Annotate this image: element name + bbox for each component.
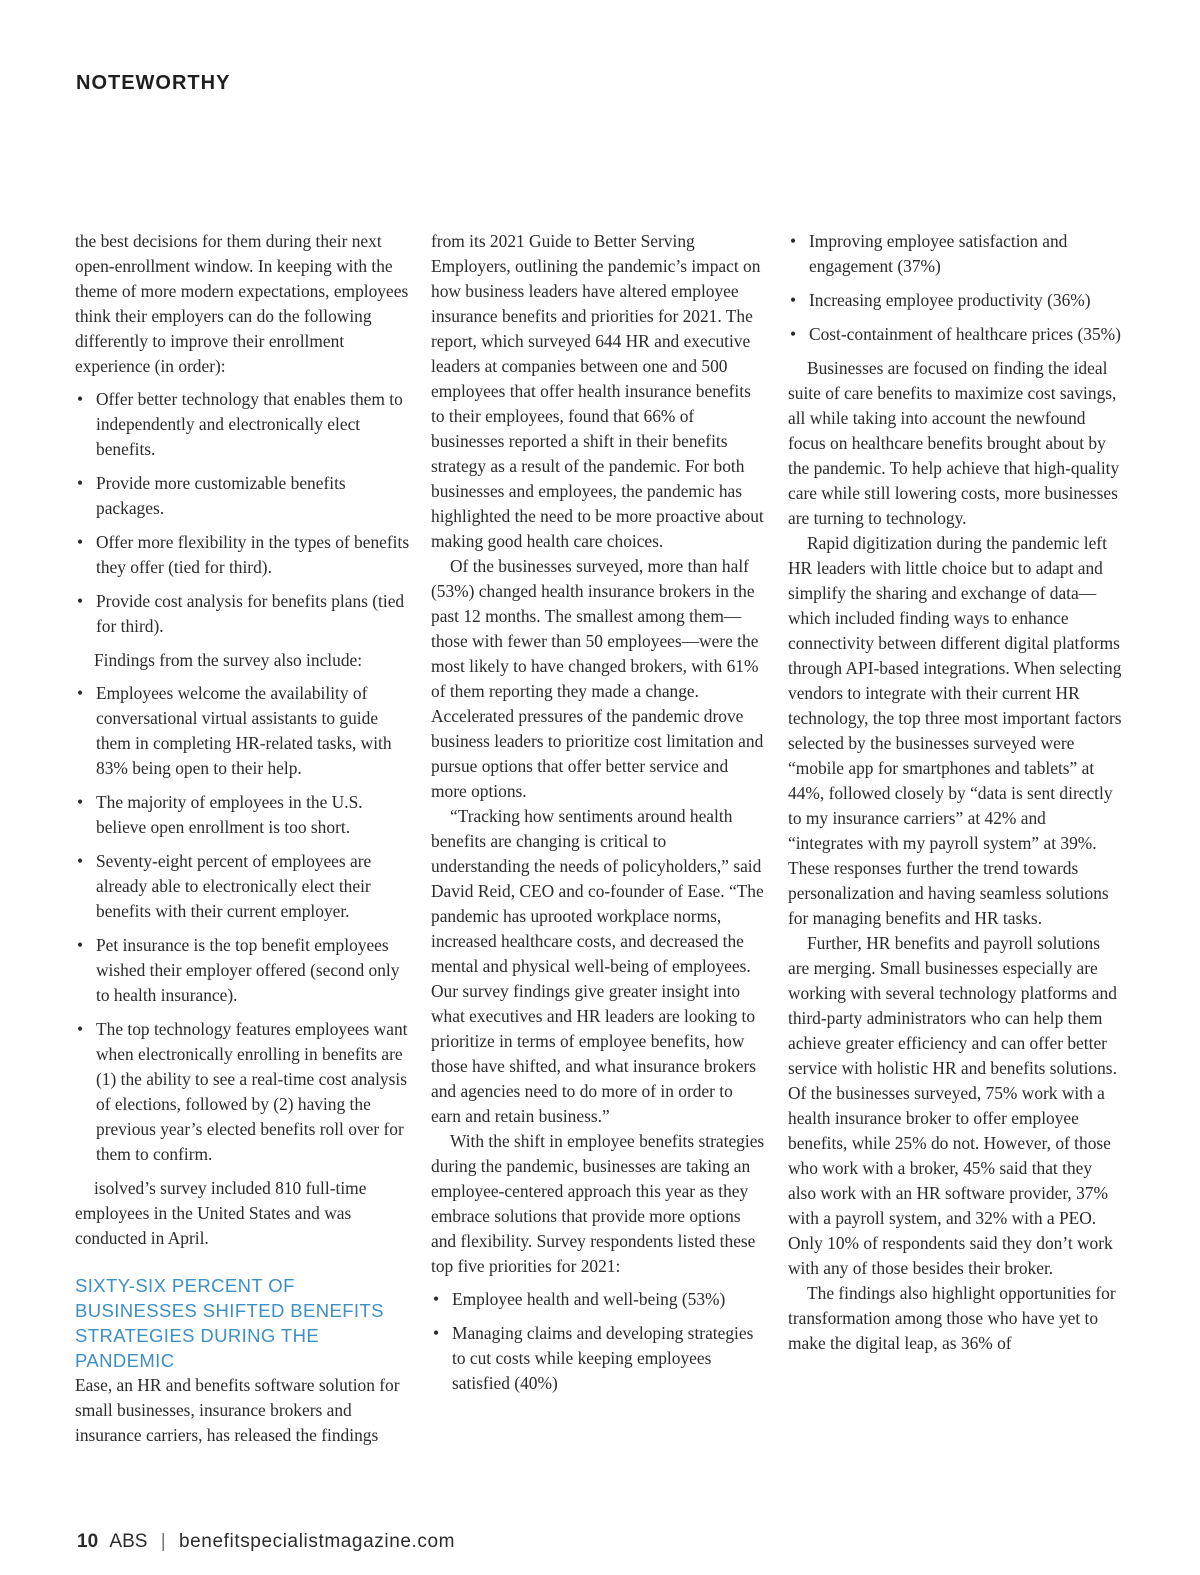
paragraph: Of the businesses surveyed, more than half (53%) changed health insurance brokers in the past 12 months. The smallest among them—those with fewer than 50 employees—were the most likely to have changed brokers, with 61% of them reporting they made a change. Accelerated pressures of the pandemic drove business leaders to prioritize cost limitation and pursue options that offer better service and more options. bbox=[431, 556, 764, 801]
paragraph: Further, HR benefits and payroll solutions are merging. Small businesses especially are working with several technology platforms and third-party administrators who can help them achieve greater efficiency and can offer better service with holistic HR and benefits solutions. Of the businesses surveyed, 75% work with a health insurance broker to offer employee benefits, while 25% do not. However, of those who work with a broker, 45% said that they also work with an HR software provider, 37% with a payroll system, and 32% with a PEO. Only 10% of respondents said they don’t work with any of those besides their broker. bbox=[788, 933, 1117, 1278]
column-1 bbox=[75, 229, 410, 1448]
bullet-list bbox=[788, 229, 1123, 347]
paragraph: The findings also highlight opportunities for transformation among those who have yet to make the digital leap, as 36% of bbox=[788, 1283, 1116, 1353]
paragraph: the best decisions for them during their next open-enrollment window. In keeping with the theme of more modern expectations, employees think their employers can do the following differently to improve their enrollment experience (in order): bbox=[75, 231, 409, 376]
list-item: • The majority of employees in the U.S. believe open enrollment is too short. bbox=[75, 790, 410, 840]
list-item: • Provide cost analysis for benefits plans (tied for third). bbox=[75, 589, 410, 639]
paragraph: isolved’s survey included 810 full-time employees in the United States and was conducted in April. bbox=[75, 1178, 367, 1248]
page-footer bbox=[77, 1531, 455, 1553]
list-item: • The top technology features employees want when electronically enrolling in benefits are (1) the ability to see a real-time cost analysis of elections, followed by (2) having the previous year’s elected benefits roll over for them to confirm. bbox=[75, 1017, 410, 1167]
list-item: • Pet insurance is the top benefit employees wished their employer offered (second only to health insurance). bbox=[75, 933, 410, 1008]
list-item: • Cost-containment of healthcare prices (35%) bbox=[788, 322, 1123, 347]
paragraph: from its 2021 Guide to Better Serving Employers, outlining the pandemic’s impact on how business leaders have altered employee insurance benefits and priorities for 2021. The report, which surveyed 644 HR and executive leaders at companies between one and 500 employees that offer health insurance benefits to their employees, found that 66% of businesses reported a shift in their benefits strategy as a result of the pandemic. For both businesses and employees, the pandemic has highlighted the need to be more proactive about making good health care choices. bbox=[431, 231, 764, 551]
footer-separator: | bbox=[160, 1531, 166, 1552]
paragraph: Ease, an HR and benefits software solution for small businesses, insurance brokers and insurance carriers, has released the findings bbox=[75, 1375, 400, 1445]
publication-name: ABS bbox=[109, 1531, 148, 1552]
subheading: SIXTY-SIX PERCENT OF BUSINESSES SHIFTED BENEFITS STRATEGIES DURING THE PANDEMIC bbox=[75, 1275, 384, 1371]
list-item: • Increasing employee productivity (36%) bbox=[788, 288, 1123, 313]
paragraph: Rapid digitization during the pandemic left HR leaders with little choice but to adapt and simplify the sharing and exchange of data—which included finding ways to enhance connectivity between different digital platforms through API-based integrations. When selecting vendors to integrate with their current HR technology, the top three most important factors selected by the businesses surveyed were “mobile app for smartphones and tablets” at 44%, followed closely by “data is sent directly to my insurance carriers” at 42% and “integrates with my payroll system” at 39%. These responses further the trend towards personalization and having seamless solutions for managing benefits and HR tasks. bbox=[788, 533, 1122, 928]
column-2 bbox=[431, 229, 766, 1405]
list-item: • Managing claims and developing strategies to cut costs while keeping employees satisfied (40%) bbox=[431, 1321, 766, 1396]
list-item: • Improving employee satisfaction and engagement (37%) bbox=[788, 229, 1123, 279]
list-item: • Offer better technology that enables them to independently and electronically elect benefits. bbox=[75, 387, 410, 462]
section-label: NOTEWORTHY bbox=[76, 72, 231, 94]
paragraph: Businesses are focused on finding the ideal suite of care benefits to maximize cost savings, all while taking into account the newfound focus on healthcare benefits brought about by the pandemic. To help achieve that high-quality care while still lowering costs, more businesses are turning to technology. bbox=[788, 358, 1120, 528]
list-item: • Provide more customizable benefits packages. bbox=[75, 471, 410, 521]
bullet-list bbox=[75, 387, 410, 639]
paragraph: “Tracking how sentiments around health benefits are changing is critical to understanding the needs of policyholders,” said David Reid, CEO and co-founder of Ease. “The pandemic has uprooted workplace norms, increased healthcare costs, and decreased the mental and physical well-being of employees. Our survey findings give greater insight into what executives and HR leaders are looking to prioritize in terms of employee benefits, how those have shifted, and what insurance brokers and agencies need to do more of in order to earn and retain business.” bbox=[431, 806, 764, 1126]
list-item: • Employees welcome the availability of conversational virtual assistants to guide them in completing HR-related tasks, with 83% being open to their help. bbox=[75, 681, 410, 781]
list-item: • Employee health and well-being (53%) bbox=[431, 1287, 766, 1312]
bullet-list bbox=[75, 681, 410, 1167]
list-item: • Offer more flexibility in the types of benefits they offer (tied for third). bbox=[75, 530, 410, 580]
paragraph: Findings from the survey also include: bbox=[94, 650, 363, 670]
column-3 bbox=[788, 229, 1123, 1356]
bullet-list bbox=[431, 1287, 766, 1396]
list-item: • Seventy-eight percent of employees are already able to electronically elect their benefits with their current employer. bbox=[75, 849, 410, 924]
paragraph: With the shift in employee benefits strategies during the pandemic, businesses are taking an employee-centered approach this year as they embrace solutions that provide more options and flexibility. Survey respondents listed these top five priorities for 2021: bbox=[431, 1131, 765, 1276]
page-number: 10 bbox=[77, 1531, 99, 1552]
website-url: benefitspecialistmagazine.com bbox=[178, 1531, 456, 1552]
